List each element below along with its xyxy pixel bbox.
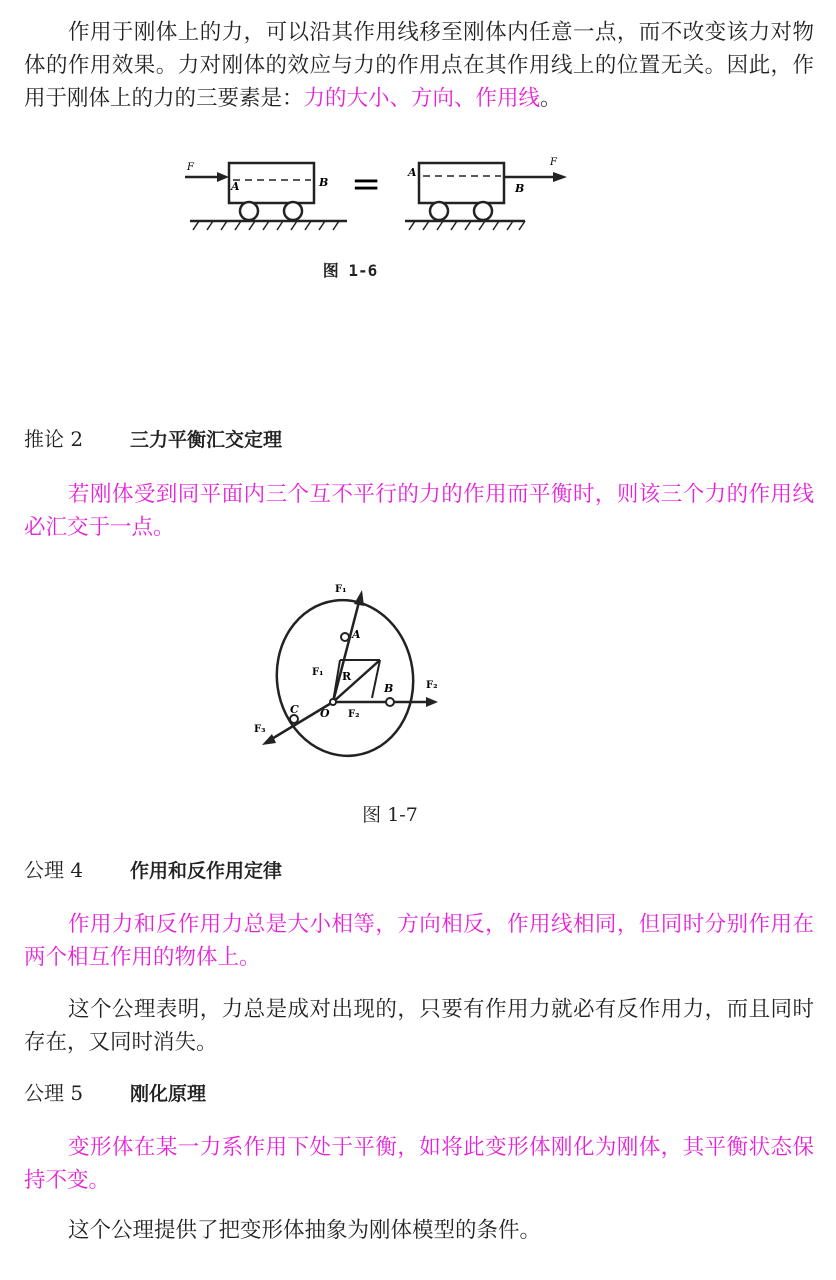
figure-1-7-caption: 图 1-7: [362, 804, 418, 826]
corollary-number: 推论 2: [24, 427, 84, 451]
force-label-right: F: [550, 157, 557, 168]
point-b-label-left: B: [319, 176, 329, 189]
axiom-4-statement: 作用力和反作用力总是大小相等，方向相反，作用线相同，但同时分别作用在两个相互作用的物体上。: [24, 912, 814, 970]
point-a-label-right: A: [408, 166, 417, 179]
axiom-number: 公理 5: [24, 1081, 84, 1105]
label-f1-outer: F₁: [335, 584, 347, 595]
axiom-5-heading: [24, 1078, 206, 1109]
paragraph-text: 作用于刚体上的力，可以沿其作用线移至刚体内任意一点，而不改变该力对物体的作用效果。力对刚体的效应与力的作用点在其作用线上的位置无关。因此，作用于刚体上的力的三要素是：: [24, 20, 814, 111]
label-f2-inner: F₂: [348, 709, 360, 720]
equals-sign: =: [351, 164, 382, 205]
figure-1-6-diagram: [165, 150, 575, 245]
right-cart: [405, 157, 567, 230]
corollary-title: 三力平衡汇交定理: [130, 429, 283, 451]
paragraph-force-transmissibility: [24, 16, 814, 115]
label-b: B: [384, 682, 394, 695]
axiom-title: 作用和反作用定律: [130, 860, 283, 882]
label-f2-outer: F₂: [426, 680, 438, 691]
axiom-4-explanation: 这个公理表明，力总是成对出现的，只要有作用力就必有反作用力，而且同时存在，又同时消失。: [24, 997, 814, 1055]
point-a-label-left: A: [231, 180, 240, 193]
paragraph-end: 。: [540, 86, 562, 111]
label-r: R: [342, 670, 352, 683]
corollary-2-statement: 若刚体受到同平面内三个互不平行的力的作用而平衡时，则该三个力的作用线必汇交于一点。: [24, 482, 814, 540]
highlight-three-elements: 力的大小、方向、作用线: [303, 86, 541, 111]
axiom-5-statement: 变形体在某一力系作用下处于平衡，如将此变形体刚化为刚体，其平衡状态保持不变。: [24, 1135, 814, 1193]
force-label-left: F: [187, 162, 194, 173]
figure-1-6-caption: 图 1-6: [322, 261, 378, 280]
corollary-2-heading: [24, 424, 282, 455]
axiom-title: 刚化原理: [130, 1083, 207, 1105]
axiom-4-heading: [24, 855, 282, 886]
label-o: O: [320, 707, 330, 720]
label-a: A: [352, 628, 361, 641]
label-f3-outer: F₃: [254, 724, 266, 735]
label-f1-inner: F₁: [312, 667, 324, 678]
left-cart: [185, 162, 347, 230]
axiom-5-explanation: 这个公理提供了把变形体抽象为刚体模型的条件。: [68, 1218, 542, 1243]
figure-1-7-diagram: [250, 580, 450, 765]
label-c: C: [290, 703, 299, 716]
axiom-number: 公理 4: [24, 858, 84, 882]
point-b-label-right: B: [515, 182, 525, 195]
